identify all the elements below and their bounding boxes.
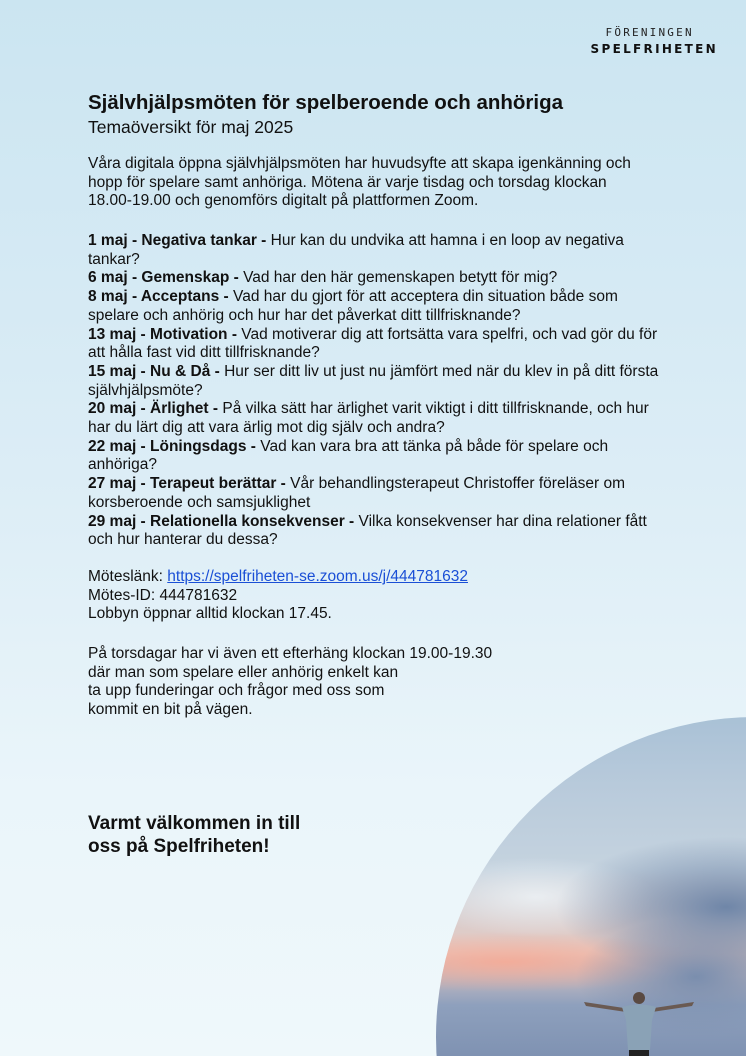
meeting-info <box>88 568 468 624</box>
item-text: Vad har den här gemenskapen betytt för mig? <box>238 269 558 287</box>
list-item <box>88 326 668 363</box>
lobby-info: Lobbyn öppnar alltid klockan 17.45. <box>88 605 332 623</box>
text-line: kommit en bit på vägen. <box>88 701 253 719</box>
item-heading: 6 maj - Gemenskap - <box>88 269 239 287</box>
list-item <box>88 269 668 288</box>
welcome-message <box>88 812 300 858</box>
list-item <box>88 400 668 437</box>
text-line: ta upp funderingar och frågor med oss som <box>88 682 385 700</box>
item-heading: 15 maj - Nu & Då - <box>88 362 220 380</box>
item-heading: 8 maj - Acceptans - <box>88 288 229 306</box>
list-item <box>88 475 668 512</box>
meeting-link-label: Möteslänk: <box>88 568 168 585</box>
logo-line1: FÖRENINGEN <box>605 26 694 39</box>
item-heading: 29 maj - Relationella konsekvenser - <box>88 512 355 530</box>
sky-photo <box>436 717 746 1056</box>
text-line: där man som spelare eller anhörig enkelt kan <box>88 663 399 681</box>
item-heading: 13 maj - Motivation - <box>88 325 237 343</box>
intro-paragraph: Våra digitala öppna självhjälpsmöten har huvudsyfte att skapa igenkänning och hopp för spelare samt anhöriga. Mötena är varje tisdag och torsdag klockan 18.00-19.00 och genomförs digitalt på plattformen Zoom. <box>88 155 631 210</box>
item-heading: 27 maj - Terapeut berättar - <box>88 475 286 493</box>
item-heading: 20 maj - Ärlighet - <box>88 400 219 418</box>
item-heading: 1 maj - Negativa tankar - <box>88 232 267 249</box>
page-subtitle: Temaöversikt för maj 2025 <box>88 117 294 137</box>
item-text: Vilka konsekvenser har dina relationer fått och hur hanterar du dessa? <box>88 512 647 549</box>
item-heading: 22 maj - Löningsdags - <box>88 437 256 455</box>
person-figure <box>584 992 694 1056</box>
text-line: På torsdagar har vi även ett efterhäng klockan 19.00-19.30 <box>88 645 493 662</box>
item-text: På vilka sätt har ärlighet varit viktigt i ditt tillfrisknande, och hur har du lärt dig att vara ärlig mot dig själv och andra? <box>88 400 649 437</box>
item-text: Hur ser ditt liv ut just nu jämfört med när du klev in på ditt första självhjälpsmöte? <box>88 362 659 399</box>
text-line: oss på Spelfriheten! <box>88 836 270 857</box>
meeting-link[interactable]: https://spelfriheten-se.zoom.us/j/444781632 <box>167 568 468 585</box>
item-text: Vår behandlingsterapeut Christoffer föreläser om korsberoende och samsjuklighet <box>88 475 626 511</box>
list-item <box>88 438 668 475</box>
logo-line2: SPELFRIHETEN <box>590 42 718 56</box>
item-text: Vad kan vara bra att tänka på både för spelare och anhöriga? <box>88 437 609 474</box>
list-item <box>88 232 668 269</box>
list-item <box>88 513 668 550</box>
list-item <box>88 363 668 400</box>
after-meeting-info <box>88 645 492 720</box>
text-line: Varmt välkommen in till <box>88 813 301 834</box>
page-title: Självhjälpsmöten för spelberoende och anhöriga <box>88 91 564 114</box>
theme-list <box>88 232 668 550</box>
item-text: Hur kan du undvika att hamna i en loop av negativa tankar? <box>88 232 624 268</box>
logo <box>591 26 718 56</box>
meeting-id: Mötes-ID: 444781632 <box>88 586 238 604</box>
list-item <box>88 288 668 325</box>
item-text: Vad har du gjort för att acceptera din situation både som spelare och anhörig och hur har det påverkat ditt tillfrisknande? <box>88 288 618 324</box>
item-text: Vad motiverar dig att fortsätta vara spelfri, och vad gör du för att hålla fast vid ditt tillfrisknande? <box>88 325 658 362</box>
